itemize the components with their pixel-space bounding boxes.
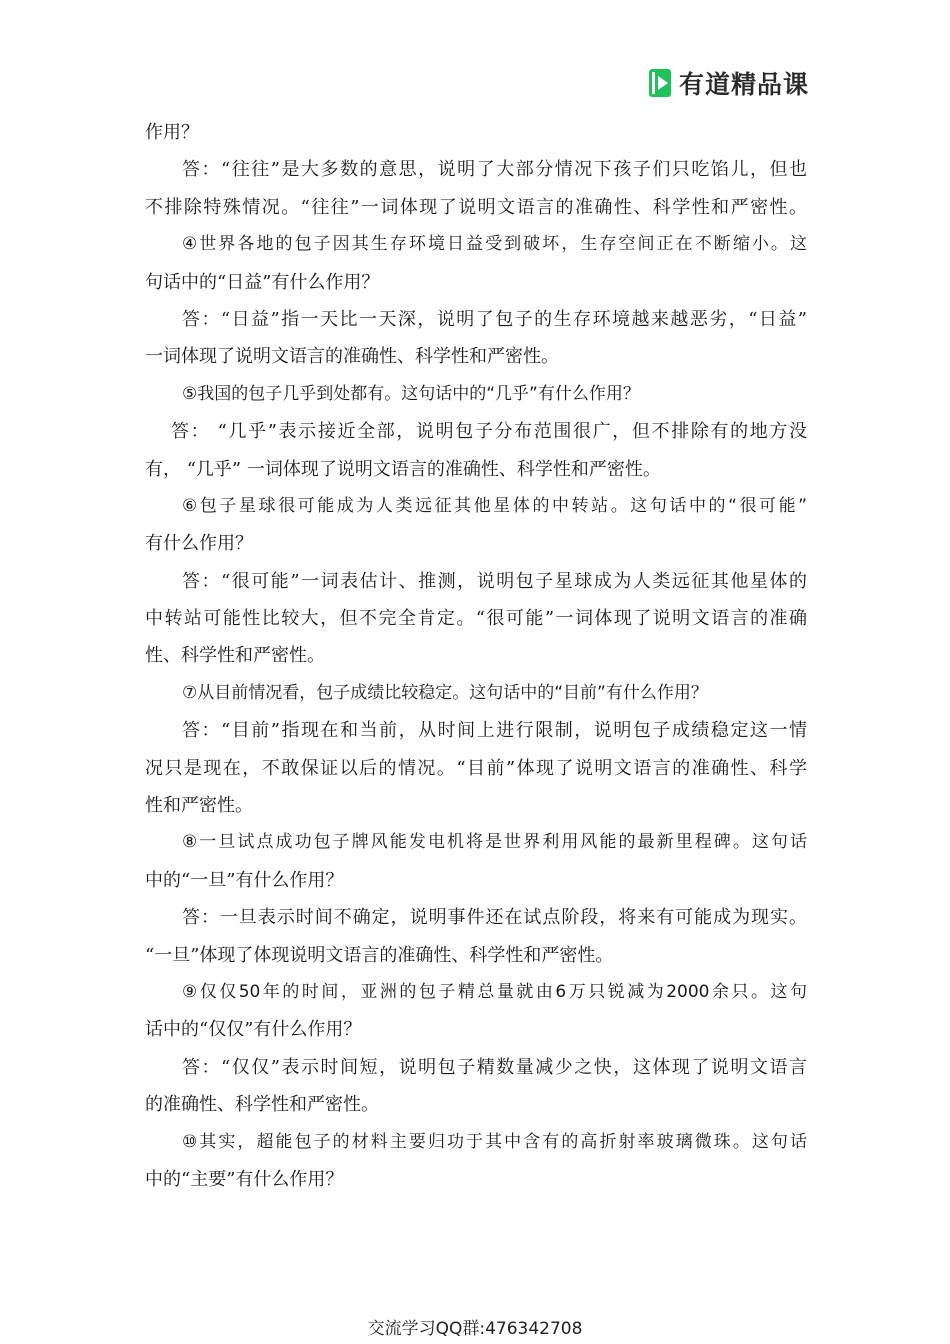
play-book-icon (649, 69, 671, 97)
brand-logo (649, 66, 809, 100)
answer-line: 答：“仅仅”表示时间短，说明包子精数量减少之快，这体现了说明文语言 (182, 1056, 807, 1078)
question-line: ⑧一旦试点成功包子牌风能发电机将是世界利用风能的最新里程碑。这句话 (182, 832, 807, 853)
text-line: 性和严密性。 (145, 795, 253, 817)
question-line: ⑩其实，超能包子的材料主要归功于其中含有的高折射率玻璃微珠。这句话 (182, 1131, 807, 1152)
text-line: 一词体现了说明文语言的准确性、科学性和严密性。 (145, 346, 559, 368)
footer-qq-group: 交流学习QQ群:476342708 (367, 1319, 583, 1339)
answer-line: 答：一旦表示时间不确定，说明事件还在试点阶段，将来有可能成为现实。 (182, 907, 807, 929)
question-line: ④世界各地的包子因其生存环境日益受到破坏，生存空间正在不断缩小。这 (182, 234, 807, 255)
answer-line: 答：“目前”指现在和当前，从时间上进行限制，说明包子成绩稳定这一情 (182, 720, 807, 742)
text-line: 句话中的“日益”有什么作用？ (145, 271, 380, 293)
text-line: 不排除特殊情况。“往往”一词体现了说明文语言的准确性、科学性和严密性。 (145, 196, 807, 218)
answer-line: 答：“往往”是大多数的意思，说明了大部分情况下孩子们只吃馅儿，但也 (182, 159, 807, 181)
answer-line: 答：“日益”指一天比一天深，说明了包子的生存环境越来越恶劣，“日益” (182, 308, 807, 330)
document-body (145, 114, 807, 1198)
text-line: 作用？ (145, 122, 199, 143)
text-line: 的准确性、科学性和严密性。 (145, 1094, 379, 1116)
text-line: 中的“主要”有什么作用？ (145, 1168, 344, 1190)
text-line: 话中的“仅仅”有什么作用？ (145, 1019, 362, 1041)
answer-line: 答：“很可能”一词表估计、推测，说明包子星球成为人类远征其他星体的 (182, 570, 807, 592)
text-line: 况只是现在，不敢保证以后的情况。“目前”体现了说明文语言的准确性、科学 (145, 757, 807, 779)
text-line: 性、科学性和严密性。 (145, 645, 325, 667)
question-line: ⑤我国的包子几乎到处都有。这句话中的“几乎”有什么作用？ (182, 383, 640, 404)
text-line: 中的“一旦”有什么作用？ (145, 869, 344, 891)
question-line: ⑨仅仅50年的时间，亚洲的包子精总量就由6万只锐减为2000余只。这句 (182, 981, 807, 1002)
brand-text: 有道精品课 (679, 70, 810, 99)
answer-line: 答： “几乎”表示接近全部，说明包子分布范围很广，但不排除有的地方没 (171, 421, 807, 443)
text-line: 有， “几乎” 一词体现了说明文语言的准确性、科学性和严密性。 (145, 458, 661, 480)
question-line: ⑦从目前情况看，包子成绩比较稳定。这句话中的“目前”有什么作用？ (182, 682, 708, 703)
text-line: 中转站可能性比较大，但不完全肯定。“很可能”一词体现了说明文语言的准确 (145, 608, 807, 630)
question-line: ⑥包子星球很可能成为人类远征其他星体的中转站。这句话中的“很可能” (182, 495, 807, 516)
text-line: “一旦”体现了体现说明文语言的准确性、科学性和严密性。 (145, 944, 614, 966)
text-line: 有什么作用？ (145, 533, 253, 555)
